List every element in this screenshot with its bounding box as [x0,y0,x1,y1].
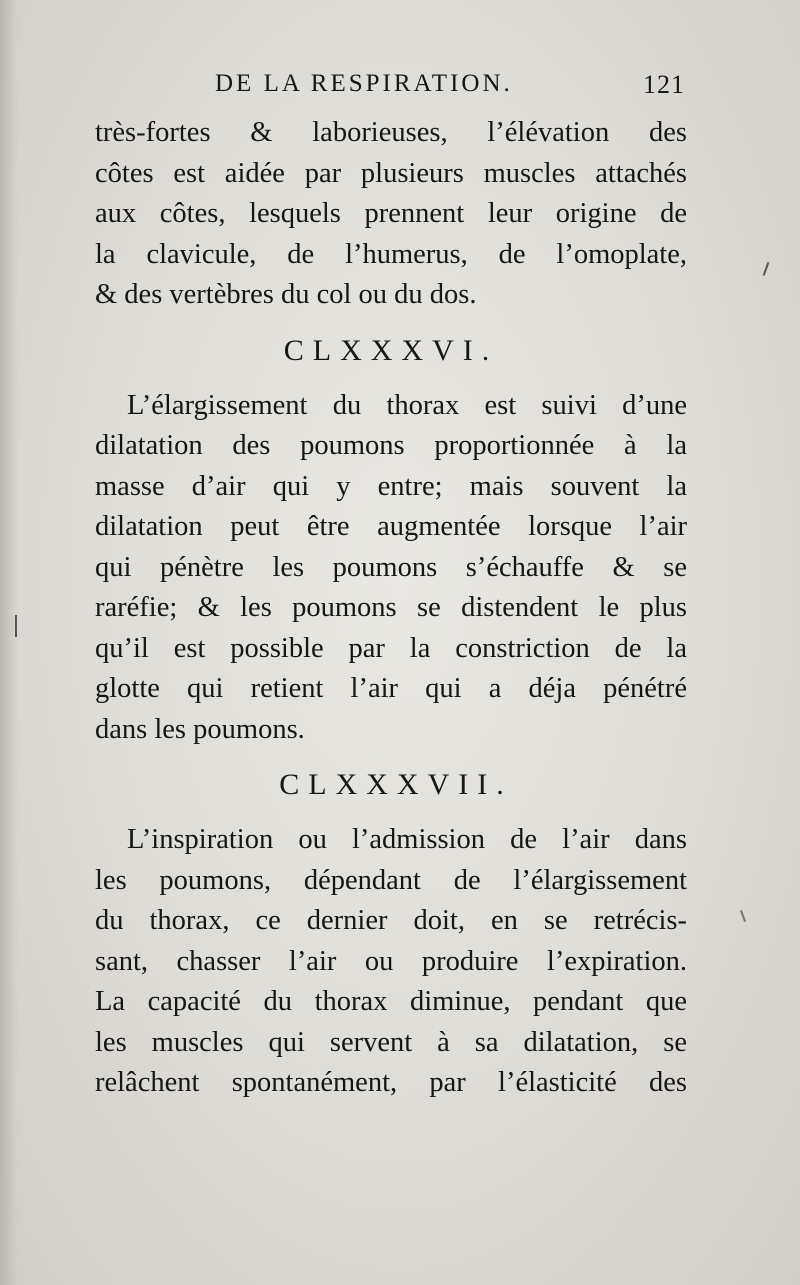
text-line: dilatation des poumons proportionnée à la [95,430,687,461]
text-line: les muscles qui servent à sa dilatation, se [95,1026,687,1058]
text-line: dilatation peut être augmentée lorsque l’air [95,511,687,542]
section-paragraph [95,386,687,751]
text-line: dans les poumons. [95,713,305,745]
text-line: qui pénètre les poumons s’échauffe & se [95,551,687,583]
page-gutter-shadow [0,0,18,1285]
text-line: les poumons, dépendant de l’élargissement [95,864,687,896]
text-line: sant, chasser l’air ou produire l’expiration. [95,945,687,977]
text-line: & des vertèbres du col ou du dos. [95,279,477,310]
text-line: qu’il est possible par la constriction de la [95,632,687,664]
text-line: aux côtes, lesquels prennent leur origine de [95,198,687,229]
text-line: relâchent spontanément, par l’élasticité des [95,1067,687,1098]
text-line: raréfie; & les poumons se distendent le plus [95,592,687,623]
section-number: CLXXXVI. [283,333,499,367]
paper-speck [740,910,746,922]
text-line: L’inspiration ou l’admission de l’air dans [127,824,687,855]
paragraph-continued [95,113,687,316]
text-line: côtes est aidée par plusieurs muscles attachés [95,157,687,189]
paper-speck [763,262,770,276]
page-header [95,70,685,110]
page-number: 121 [643,70,685,99]
text-line: La capacité du thorax diminue, pendant que [95,986,687,1017]
text-line: du thorax, ce dernier doit, en se retrécis- [95,905,687,936]
text-line: la clavicule, de l’humerus, de l’omoplate, [95,238,687,270]
text-line: L’élargissement du thorax est suivi d’une [127,389,687,421]
section-number: CLXXXVII. [279,768,513,801]
section-paragraph [95,820,687,1104]
running-head: DE LA RESPIRATION. [215,70,513,97]
text-line: masse d’air qui y entre; mais souvent la [95,470,687,502]
page-body [95,113,687,1104]
text-line: très-fortes & laborieuses, l’élévation des [95,117,687,148]
paper-speck [15,615,17,637]
text-line: glotte qui retient l’air qui a déja pénétré [95,673,687,704]
